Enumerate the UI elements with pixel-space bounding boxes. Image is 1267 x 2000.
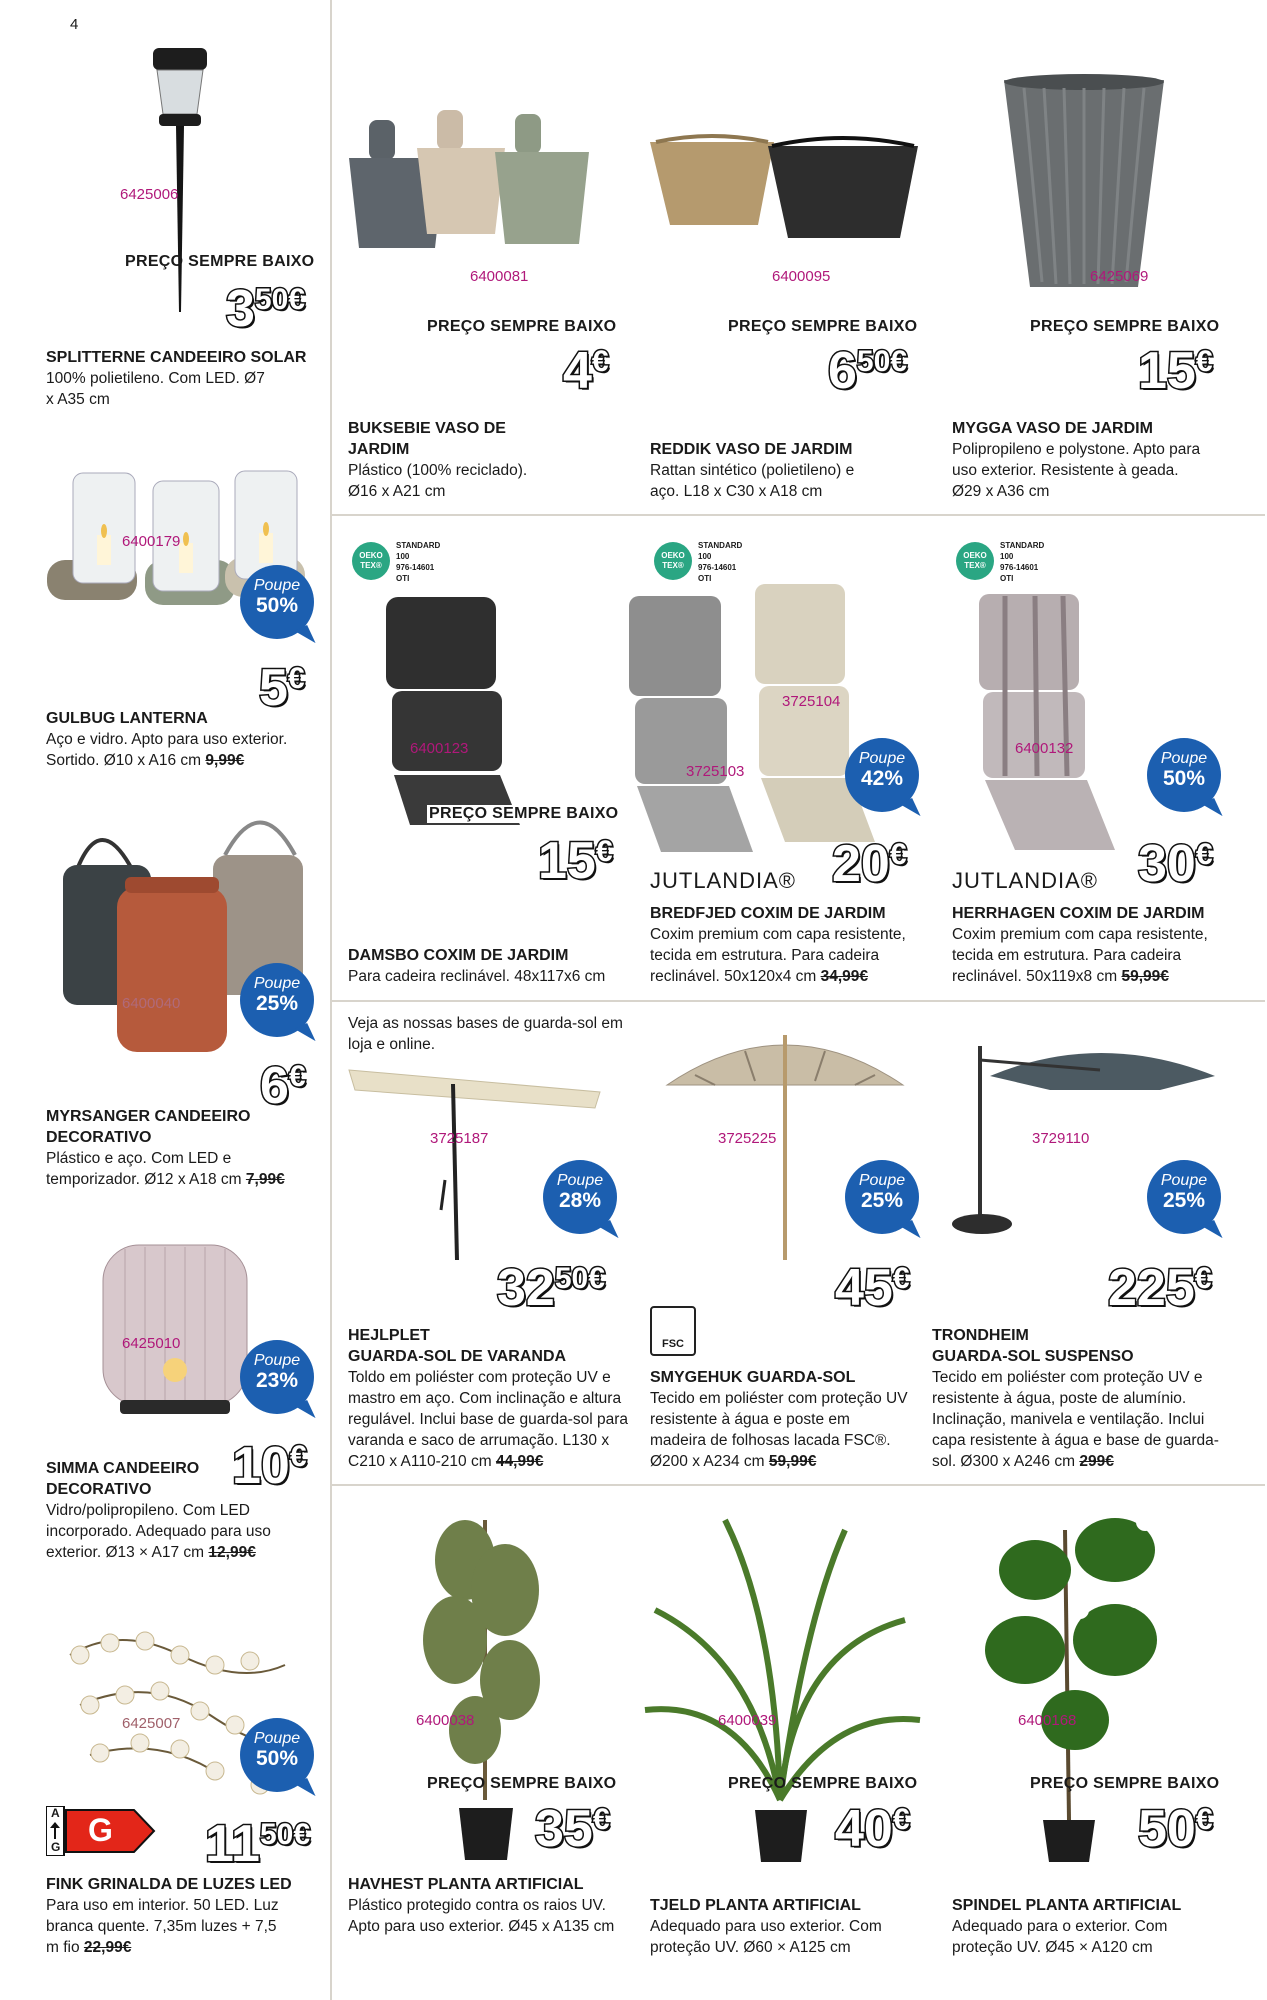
product-description: Plástico e aço. Com LED e temporizador. Ø12 x A18 cm 7,99€ [46,1150,285,1188]
product-title: BUKSEBIE VASO DE JARDIM [348,420,506,458]
price: 350€ [226,280,305,338]
product-description: Toldo em poliéster com proteção UV e mastro em aço. Com inclinação e altura regulável. Inclui base de guarda-sol para varanda e saco de arrumação. L130 x C210 x A110-210 cm 44,99€ [348,1369,629,1470]
price: 5€ [259,659,305,717]
discount-badge: Poupe 25% [1147,1160,1221,1234]
price-label: PREÇO SEMPRE BAIXO [728,318,918,335]
product-description: Para uso em interior. 50 LED. Luz branca quente. 7,35m luzes + 7,5 m fio 22,99€ [46,1897,279,1956]
product-title: MYRSANGER CANDEEIRO DECORATIVO [46,1108,251,1146]
price: 30€ [1138,835,1213,893]
row-divider [330,1484,1265,1486]
row-divider [330,514,1265,516]
rattan-pots-image [648,130,918,240]
wall-pots-image [345,108,625,258]
discount-badge: Poupe 50% [240,565,314,639]
price: 4€ [563,342,609,400]
sku-number: 6425007 [122,1715,181,1732]
product-title: SIMMA CANDEEIRO DECORATIVO [46,1460,200,1498]
product-title: DAMSBO COXIM DE JARDIM [348,947,569,964]
sku-number: 3725225 [718,1130,777,1147]
product-description: Tecido em poliéster com proteção UV resistente à água e poste em madeira de folhosas lacada FSC®. Ø200 x A234 cm 59,99€ [650,1390,908,1470]
price-label: PREÇO SEMPRE BAIXO [1030,318,1220,335]
glass-lamp-image [95,1235,255,1420]
sku-number: 6425010 [122,1335,181,1352]
price-label: PREÇO SEMPRE BAIXO [728,1775,918,1792]
solar-lamp-image [145,42,215,322]
sku-number: 6400040 [122,995,181,1012]
price: 10€ [232,1437,307,1495]
product-title: MYGGA VASO DE JARDIM [952,420,1153,437]
price: 650€ [828,342,907,400]
product-description: Coxim premium com capa resistente, tecida em estrutura. Para cadeira reclinável. 50x119x8 cm 59,99€ [952,926,1208,985]
price: 6€ [260,1057,306,1115]
price-label: PREÇO SEMPRE BAIXO [1030,1775,1220,1792]
price-label: PREÇO SEMPRE BAIXO [427,1775,617,1792]
product-description: Vidro/polipropileno. Com LED incorporado. Adequado para uso exterior. Ø13 × A17 cm 12,99€ [46,1502,271,1561]
product-description: Polipropileno e polystone. Apto para uso exterior. Resistente à geada. Ø29 x A36 cm [952,441,1201,500]
product-title: HAVHEST PLANTA ARTIFICIAL [348,1876,584,1893]
row-divider [330,1000,1265,1002]
stone-vase-image [1000,72,1170,294]
sku-number: 6400039 [718,1712,777,1729]
fsc-logo: FSC [650,1306,696,1356]
oeko-tex-badge: OEKO TEX® STANDARD 100 976-14601 OTI [654,538,774,582]
sku-number: 6400132 [1015,740,1074,757]
product-title: SMYGEHUK GUARDA-SOL [650,1369,856,1386]
product-description: Tecido em poliéster com proteção UV e resistente à água, poste de alumínio. Inclinação, manivela e ventilação. Inclui capa resistente à água e base de guarda-sol. Ø300 x A246 cm 299€ [932,1369,1219,1470]
product-title: REDDIK VASO DE JARDIM [650,441,853,458]
product-title: TRONDHEIM [932,1327,1029,1344]
discount-badge: Poupe 25% [845,1160,919,1234]
sku-number: 6400123 [410,740,469,757]
discount-badge: Poupe 50% [240,1718,314,1792]
product-description: Adequado para uso exterior. Com proteção UV. Ø60 × A125 cm [650,1918,882,1956]
grey-beige-cushions-image [625,580,945,860]
sku-number: 6425069 [1090,268,1149,285]
oeko-tex-icon: OEKO TEX® [352,542,390,580]
price-label: PREÇO SEMPRE BAIXO [429,805,619,822]
product-description: Adequado para o exterior. Com proteção UV. Ø45 × A120 cm [952,1918,1168,1956]
page-number: 4 [70,16,79,33]
price: 15€ [538,832,613,890]
product-description: 100% polietileno. Com LED. Ø7 x A35 cm [46,370,265,408]
price: 35€ [535,1800,610,1858]
product-description: Plástico (100% reciclado). Ø16 x A21 cm [348,462,528,500]
product-subtitle: GUARDA-SOL SUSPENSO [932,1348,1134,1365]
price: 40€ [835,1800,910,1858]
discount-badge: Poupe 23% [240,1340,314,1414]
discount-badge: Poupe 42% [845,738,919,812]
sku-number: 6400168 [1018,1712,1077,1729]
sku-number: 6400095 [772,268,831,285]
product-title: BREDFJED COXIM DE JARDIM [650,905,886,922]
black-cushion-image [380,595,530,830]
sku-number: 3725187 [430,1130,489,1147]
sku-number: 6400179 [122,533,181,550]
product-title: TJELD PLANTA ARTIFICIAL [650,1897,861,1914]
brand-logo: JUTLANDIA® [650,868,797,893]
product-title: SPLITTERNE CANDEEIRO SOLAR [46,349,307,366]
price: 50€ [1138,1800,1213,1858]
product-description: Para cadeira reclinável. 48x117x6 cm [348,968,606,985]
sku-number: 6400081 [470,268,529,285]
striped-cushion-image [975,590,1125,855]
product-description: Aço e vidro. Apto para uso exterior. Sortido. Ø10 x A16 cm 9,99€ [46,731,288,769]
product-description: Rattan sintético (polietileno) e aço. L18 x C30 x A18 cm [650,462,855,500]
product-description: Plástico protegido contra os raios UV. Apto para uso exterior. Ø45 x A135 cm [348,1897,615,1935]
product-title: FINK GRINALDA DE LUZES LED [46,1876,292,1893]
oeko-tex-badge: OEKO TEX® STANDARD 100 976-14601 OTI [956,538,1076,582]
parasol-bases-note: Veja as nossas bases de guarda-sol em loja e online. [348,1015,623,1053]
oeko-tex-badge: OEKO TEX® STANDARD 100 976-14601 OTI [352,538,472,582]
brand-logo: JUTLANDIA® [952,868,1099,893]
oeko-tex-icon: OEKO TEX® [956,542,994,580]
sku-number: 3725104 [782,693,841,710]
sku-number: 3729110 [1032,1130,1090,1147]
product-title: SPINDEL PLANTA ARTIFICIAL [952,1897,1182,1914]
price: 20€ [832,835,907,893]
product-title: GULBUG LANTERNA [46,710,208,727]
product-title: HERRHAGEN COXIM DE JARDIM [952,905,1205,922]
product-subtitle: GUARDA-SOL DE VARANDA [348,1348,567,1365]
discount-badge: Poupe 50% [1147,738,1221,812]
price: 225€ [1108,1259,1212,1317]
sku-number: 6425006 [120,186,179,203]
price: 1150€ [205,1815,311,1873]
product-description: Coxim premium com capa resistente, tecida em estrutura. Para cadeira reclinável. 50x120x4 cm 34,99€ [650,926,906,985]
price: 15€ [1138,342,1213,400]
sku-number: 3725103 [686,763,745,780]
price-label: PREÇO SEMPRE BAIXO [125,253,315,270]
price: 45€ [835,1259,910,1317]
price-label: PREÇO SEMPRE BAIXO [427,318,617,335]
product-title: HEJLPLET [348,1327,430,1344]
sku-number: 6400038 [416,1712,475,1729]
discount-badge: Poupe 28% [543,1160,617,1234]
price: 3250€ [497,1259,605,1317]
discount-badge: Poupe 25% [240,963,314,1037]
energy-label: A G G [46,1806,156,1856]
oeko-tex-icon: OEKO TEX® [654,542,692,580]
